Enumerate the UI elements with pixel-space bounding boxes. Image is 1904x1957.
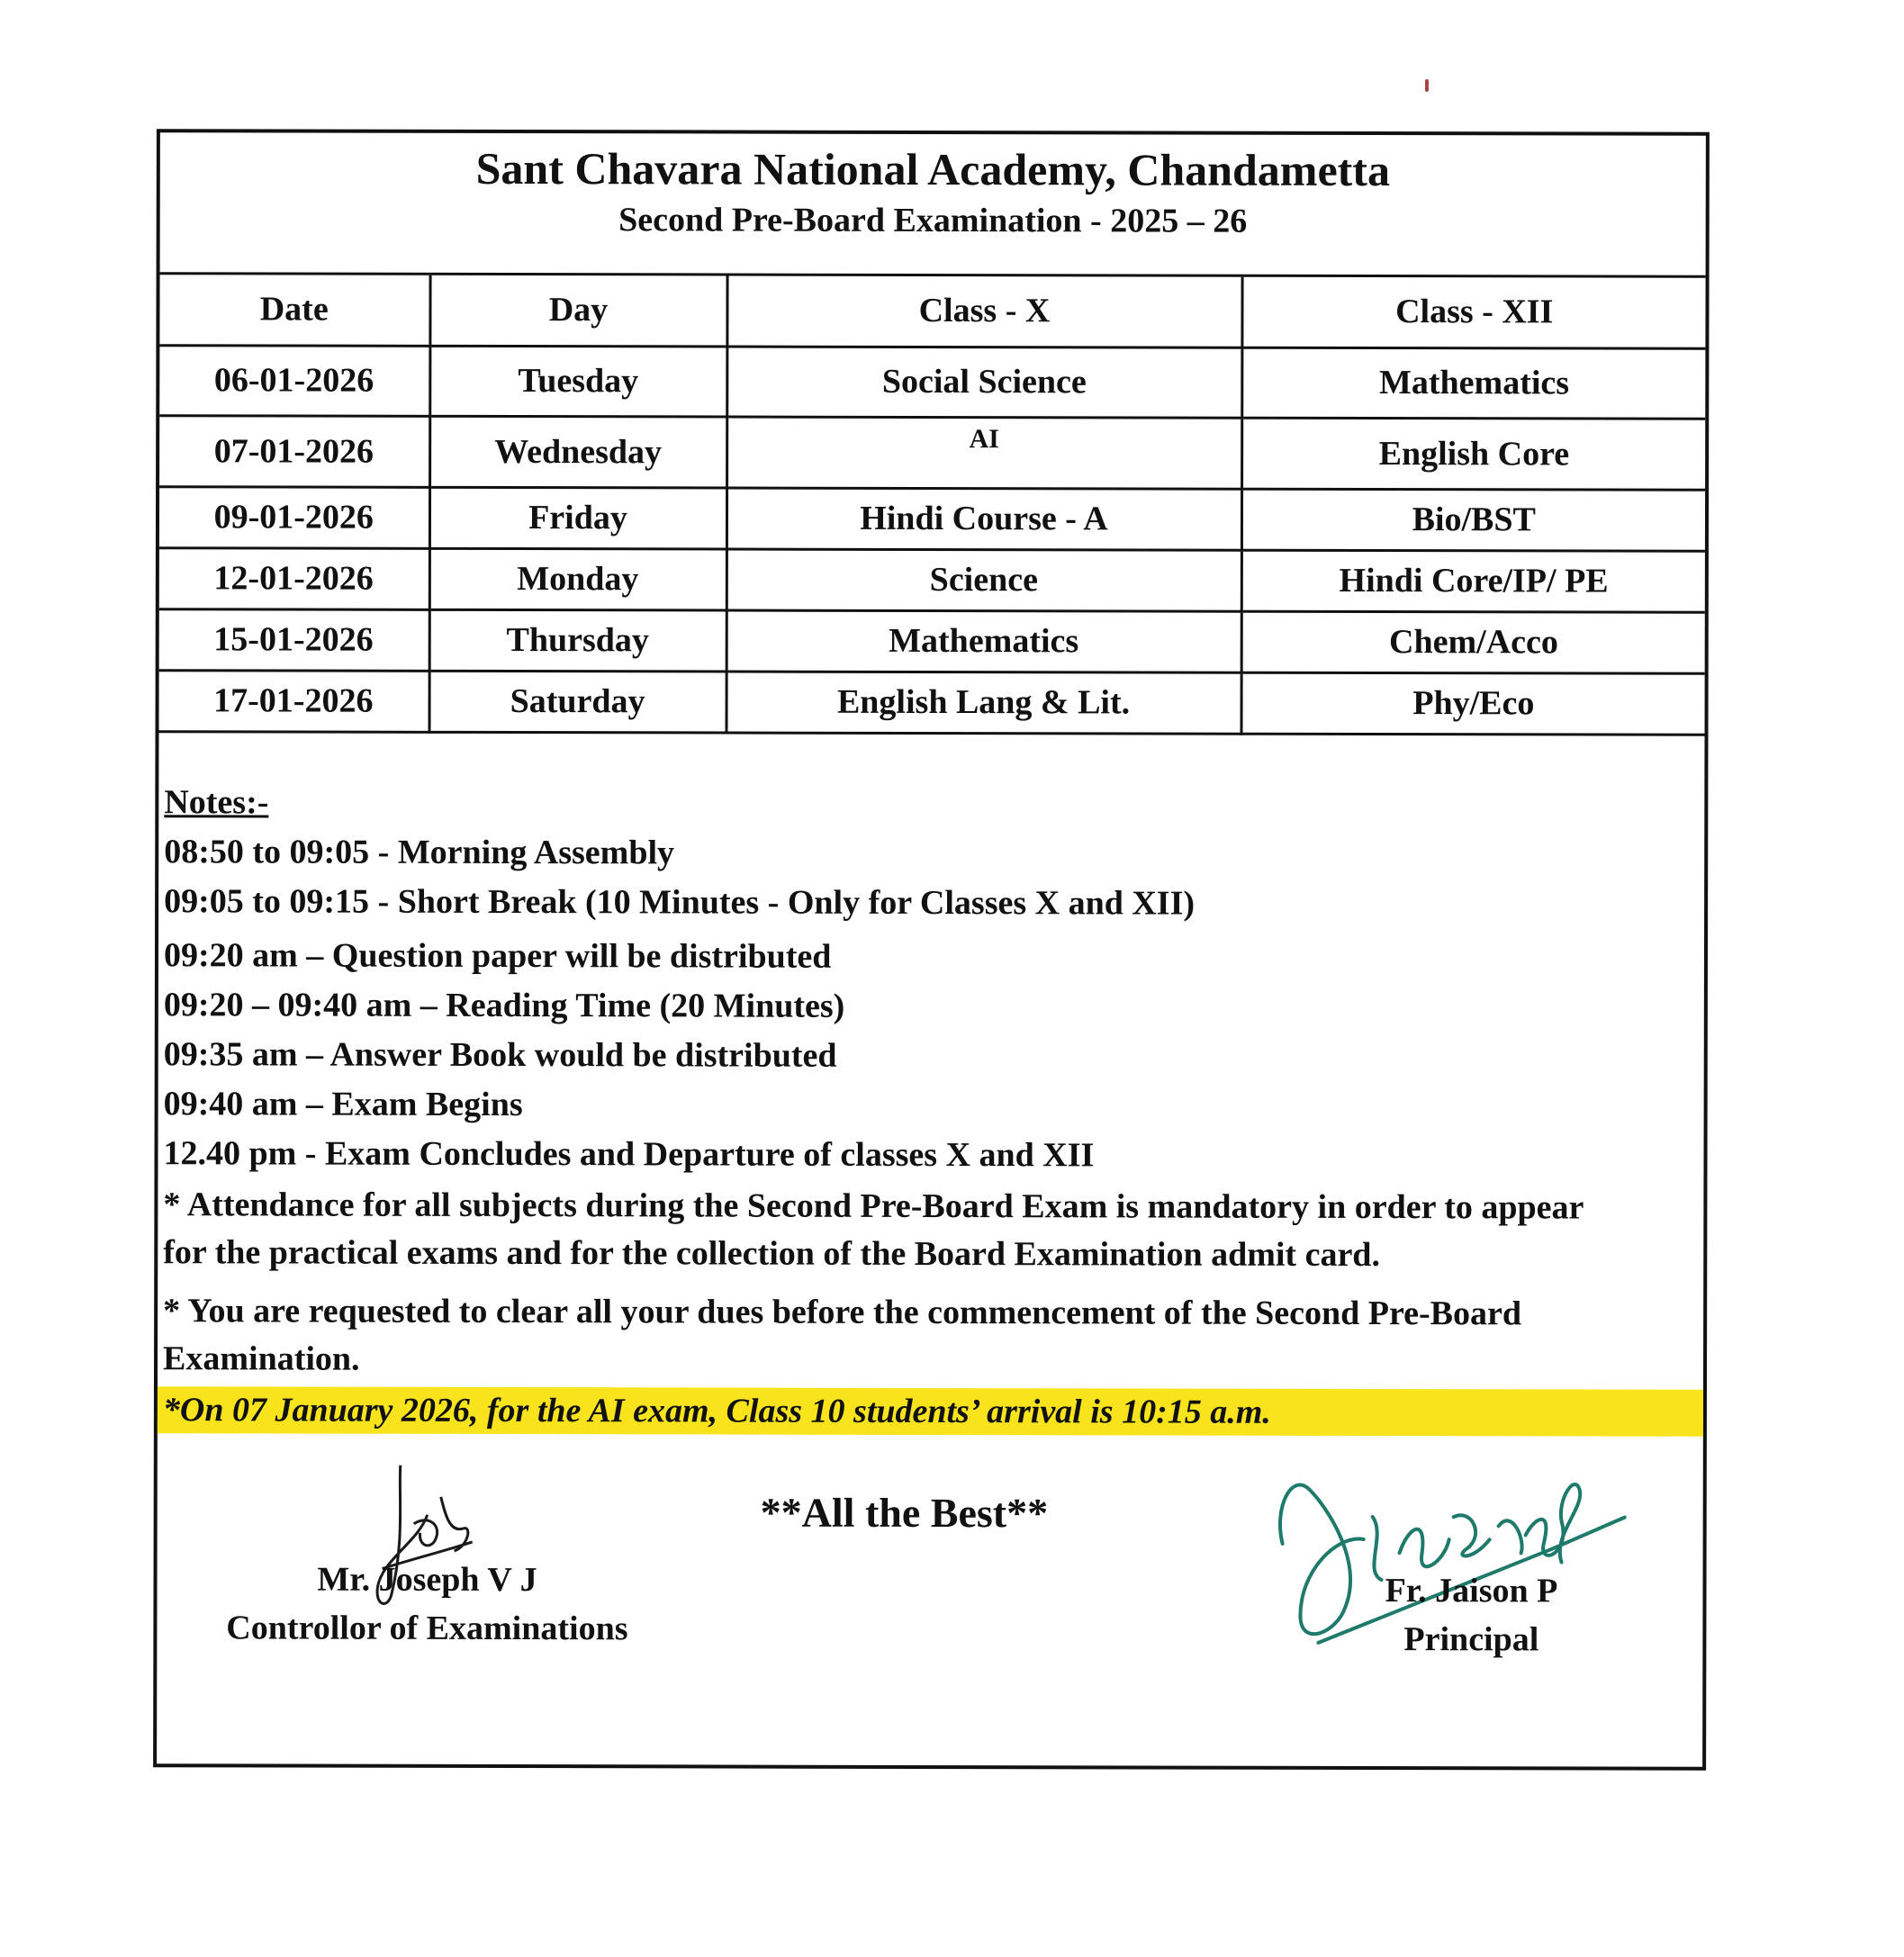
timing-note: 09:40 am – Exam Begins [163, 1084, 523, 1123]
class-x-subject: AI [726, 417, 1241, 489]
principal-signatory [1336, 1565, 1606, 1664]
date-cell: 15-01-2026 [159, 609, 429, 671]
all-the-best-greeting: **All the Best** [760, 1489, 1049, 1536]
document-header [160, 132, 1706, 278]
exam-title: Second Pre-Board Examination - 2025 – 26 [618, 201, 1248, 240]
column-header-class-xii: Class - XII [1241, 277, 1705, 348]
notes-section [158, 733, 1705, 1437]
attendance-note: * Attendance for all subjects during the Second Pre-Board Exam is mandatory in order to appear for the practical exams and for the collection of the Board Examination admit card. [163, 1185, 1584, 1274]
table-row [159, 486, 1705, 551]
table-row [159, 609, 1705, 673]
table-header-row [159, 275, 1705, 348]
timing-note: 08:50 to 09:05 - Morning Assembly [164, 832, 675, 871]
class-xii-subject: Phy/Eco [1241, 672, 1705, 735]
school-name: Sant Chavara National Academy, Chandametta [475, 142, 1391, 196]
timing-note: 09:20 am – Question paper will be distributed [163, 935, 832, 976]
principal-title: Principal [1403, 1619, 1539, 1658]
day-cell: Thursday [429, 609, 726, 672]
exam-schedule-table [159, 275, 1706, 735]
day-cell: Saturday [429, 671, 726, 733]
class-xii-subject: Bio/BST [1241, 489, 1705, 551]
controller-title: Controllor of Examinations [226, 1608, 628, 1647]
date-cell: 09-01-2026 [159, 486, 429, 548]
class-xii-subject: English Core [1241, 418, 1705, 490]
date-cell: 07-01-2026 [159, 415, 429, 487]
date-cell: 12-01-2026 [159, 547, 429, 609]
date-cell: 17-01-2026 [159, 670, 429, 732]
table-row [159, 415, 1705, 490]
timing-note: 12.40 pm - Exam Concludes and Departure of classes X and XII [163, 1133, 1095, 1174]
table-row [159, 547, 1705, 612]
principal-name: Fr. Jaison P [1385, 1571, 1558, 1610]
class-xii-subject: Mathematics [1241, 347, 1705, 419]
class-x-subject: Social Science [726, 347, 1241, 418]
column-header-day: Day [429, 275, 726, 347]
table-row [159, 670, 1705, 735]
class-xii-subject: Hindi Core/IP/ PE [1241, 550, 1705, 612]
highlighted-ai-exam-note: *On 07 January 2026, for the AI exam, Class 10 students’ arrival is 10:15 a.m. [158, 1386, 1703, 1437]
controller-name: Mr. Joseph V J [317, 1560, 537, 1599]
table-row [159, 345, 1705, 419]
day-cell: Friday [429, 487, 726, 549]
controller-signatory [193, 1555, 661, 1653]
scan-speck [1425, 79, 1429, 92]
day-cell: Monday [429, 548, 726, 610]
column-header-class-x: Class - X [726, 276, 1241, 347]
exam-schedule-document [153, 129, 1710, 1771]
class-x-subject: Science [726, 549, 1241, 611]
notes-title: Notes:- [164, 782, 269, 821]
day-cell: Wednesday [429, 416, 726, 488]
day-cell: Tuesday [429, 346, 726, 417]
timing-note: 09:05 to 09:15 - Short Break (10 Minutes - Only for Classes X and XII) [164, 881, 1196, 923]
timing-note: 09:35 am – Answer Book would be distributed [163, 1034, 837, 1075]
class-xii-subject: Chem/Acco [1241, 611, 1705, 673]
class-x-subject: Mathematics [726, 610, 1241, 672]
dues-note: * You are requested to clear all your dues before the commencement of the Second Pre-Board Examination. [163, 1291, 1522, 1378]
class-x-subject: English Lang & Lit. [726, 672, 1241, 734]
date-cell: 06-01-2026 [159, 345, 429, 416]
class-x-subject: Hindi Course - A [726, 488, 1241, 550]
signature-footer [157, 1433, 1703, 1707]
column-header-date: Date [159, 275, 429, 346]
timing-note: 09:20 – 09:40 am – Reading Time (20 Minutes) [163, 985, 845, 1025]
